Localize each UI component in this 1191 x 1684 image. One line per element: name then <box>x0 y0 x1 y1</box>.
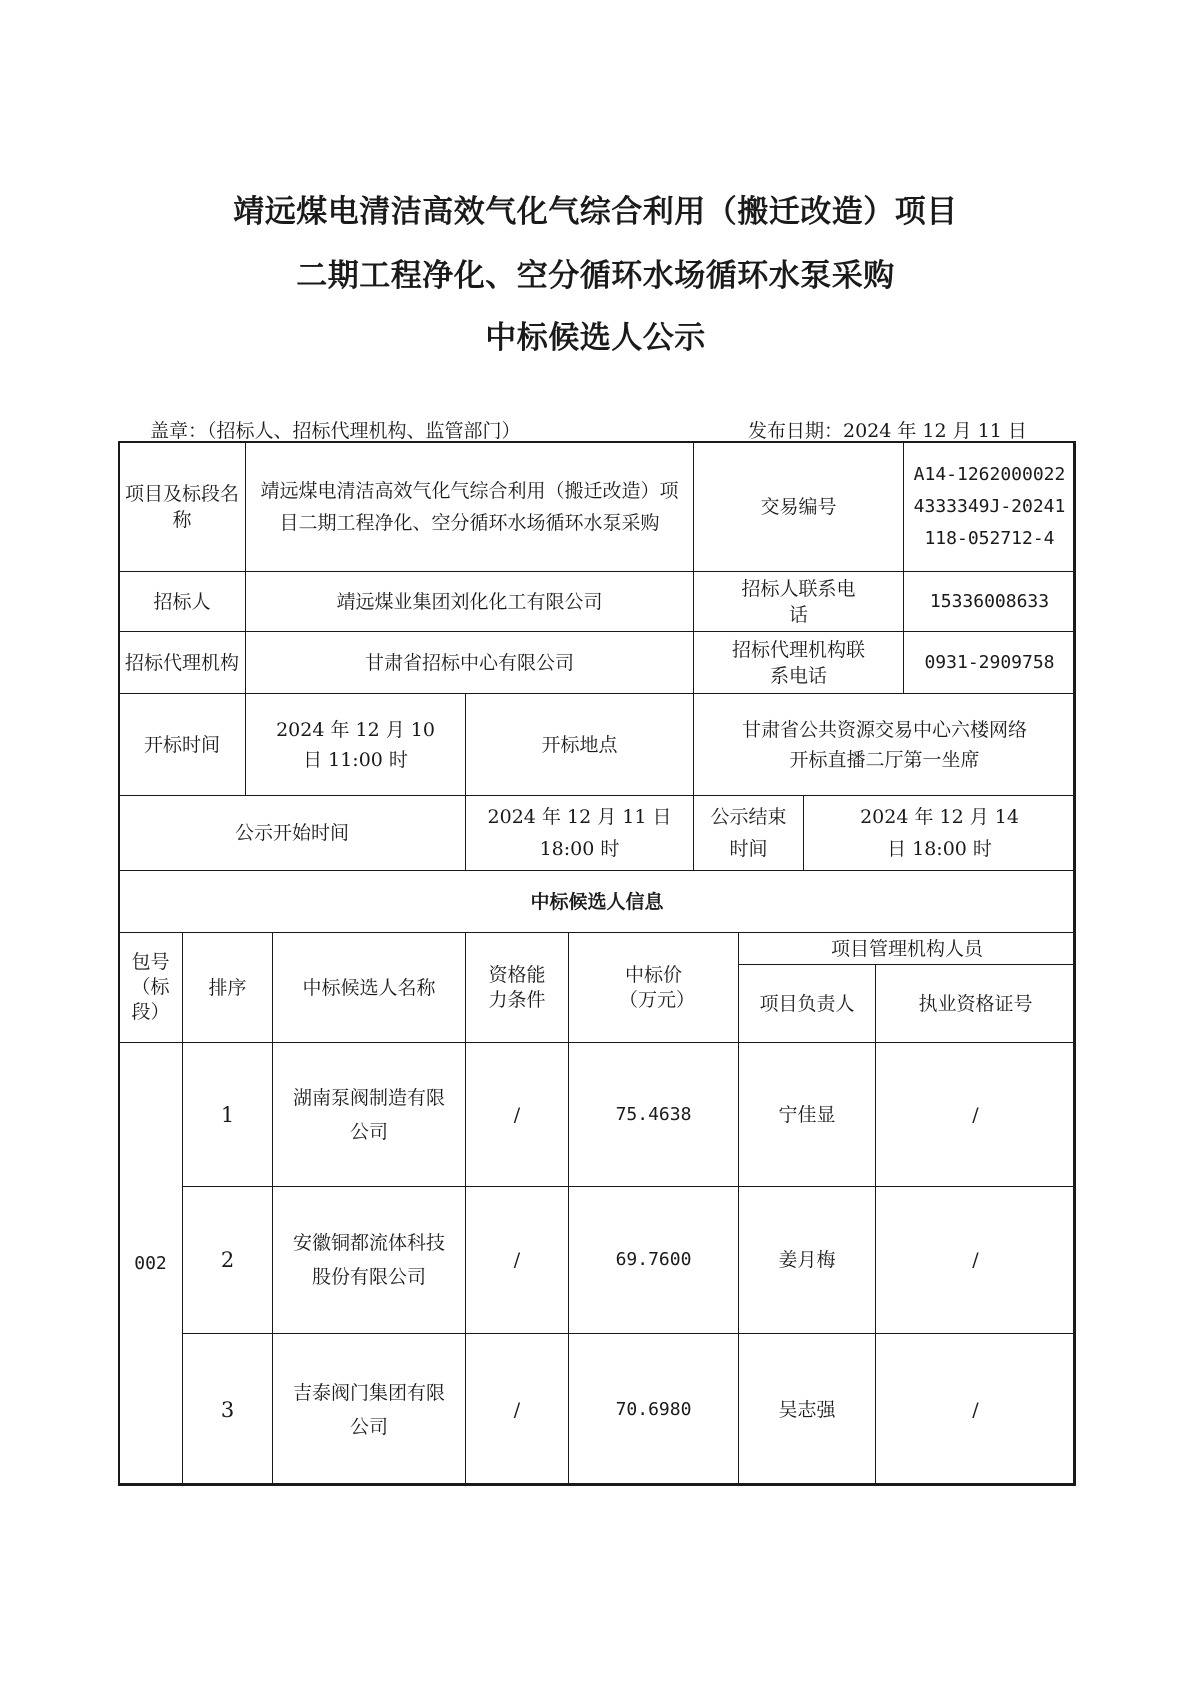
cert-cell: / <box>876 1043 1076 1187</box>
info-table-open <box>118 693 1076 796</box>
manager-cell: 姜月梅 <box>739 1187 876 1334</box>
candidate-name-cell: 安徽铜都流体科技股份有限公司 <box>273 1187 466 1334</box>
tenderer-value: 靖远煤业集团刘化化工有限公司 <box>246 572 694 632</box>
candidates-table <box>118 870 1076 1486</box>
agency-phone-label: 招标代理机构联系电话 <box>694 632 904 694</box>
package-no: 002 <box>119 1043 183 1486</box>
table-row <box>119 1334 1076 1486</box>
project-name-label: 项目及标段名称 <box>119 442 246 572</box>
price-cell: 75.4638 <box>569 1043 739 1187</box>
price-cell: 70.6980 <box>569 1334 739 1486</box>
document-title-line-3: 中标候选人公示 <box>485 320 706 356</box>
candidate-name-cell: 湖南泵阀制造有限公司 <box>273 1043 466 1187</box>
rank-cell: 2 <box>183 1187 273 1334</box>
header-cert: 执业资格证号 <box>876 965 1076 1043</box>
header-qualification: 资格能力条件 <box>466 933 569 1043</box>
agency-phone-value: 0931-2909758 <box>904 632 1076 694</box>
notice-start-label: 公示开始时间 <box>119 796 466 871</box>
header-price: 中标价（万元） <box>569 933 739 1043</box>
rank-cell: 1 <box>183 1043 273 1187</box>
price-cell: 69.7600 <box>569 1187 739 1334</box>
candidate-name-cell: 吉泰阀门集团有限公司 <box>273 1334 466 1486</box>
candidates-section-title: 中标候选人信息 <box>119 871 1076 933</box>
manager-cell: 吴志强 <box>739 1334 876 1486</box>
notice-end-value: 2024 年 12 月 14 日 18:00 时 <box>804 796 1076 871</box>
manager-cell: 宁佳显 <box>739 1043 876 1187</box>
rank-cell: 3 <box>183 1334 273 1486</box>
agency-value: 甘肃省招标中心有限公司 <box>246 632 694 694</box>
open-time-label: 开标时间 <box>119 694 246 796</box>
header-package: 包号（标段） <box>119 933 183 1043</box>
publish-date: 发布日期：2024 年 12 月 11 日 <box>748 420 1027 442</box>
table-row <box>119 1043 1076 1187</box>
table-row <box>119 1187 1076 1334</box>
open-place-label: 开标地点 <box>466 694 694 796</box>
tenderer-phone-label: 招标人联系电话 <box>694 572 904 632</box>
document-title-line-1: 靖远煤电清洁高效气化气综合利用（搬迁改造）项目 <box>233 194 958 230</box>
project-name-value: 靖远煤电清洁高效气化气综合利用（搬迁改造）项目二期工程净化、空分循环水场循环水泵采购 <box>246 442 694 572</box>
trade-no-label: 交易编号 <box>694 442 904 572</box>
open-time-value: 2024 年 12 月 10 日 11:00 时 <box>246 694 466 796</box>
seal-note: 盖章：（招标人、招标代理机构、监管部门） <box>150 420 521 442</box>
qualification-cell: / <box>466 1334 569 1486</box>
header-staff-group: 项目管理机构人员 <box>739 933 1076 965</box>
notice-start-value: 2024 年 12 月 11 日 18:00 时 <box>466 796 694 871</box>
document-title-line-2: 二期工程净化、空分循环水场循环水泵采购 <box>296 258 895 294</box>
qualification-cell: / <box>466 1043 569 1187</box>
header-rank: 排序 <box>183 933 273 1043</box>
qualification-cell: / <box>466 1187 569 1334</box>
info-table-top <box>118 441 1076 694</box>
tenderer-phone-value: 15336008633 <box>904 572 1076 632</box>
cert-cell: / <box>876 1334 1076 1486</box>
open-place-value: 甘肃省公共资源交易中心六楼网络开标直播二厅第一坐席 <box>694 694 1076 796</box>
info-table-notice <box>118 795 1076 871</box>
tenderer-label: 招标人 <box>119 572 246 632</box>
notice-end-label: 公示结束时间 <box>694 796 804 871</box>
cert-cell: / <box>876 1187 1076 1334</box>
header-name: 中标候选人名称 <box>273 933 466 1043</box>
header-manager: 项目负责人 <box>739 965 876 1043</box>
trade-no-value: A14-12620000224333349J-20241118-052712-4 <box>904 442 1076 572</box>
agency-label: 招标代理机构 <box>119 632 246 694</box>
